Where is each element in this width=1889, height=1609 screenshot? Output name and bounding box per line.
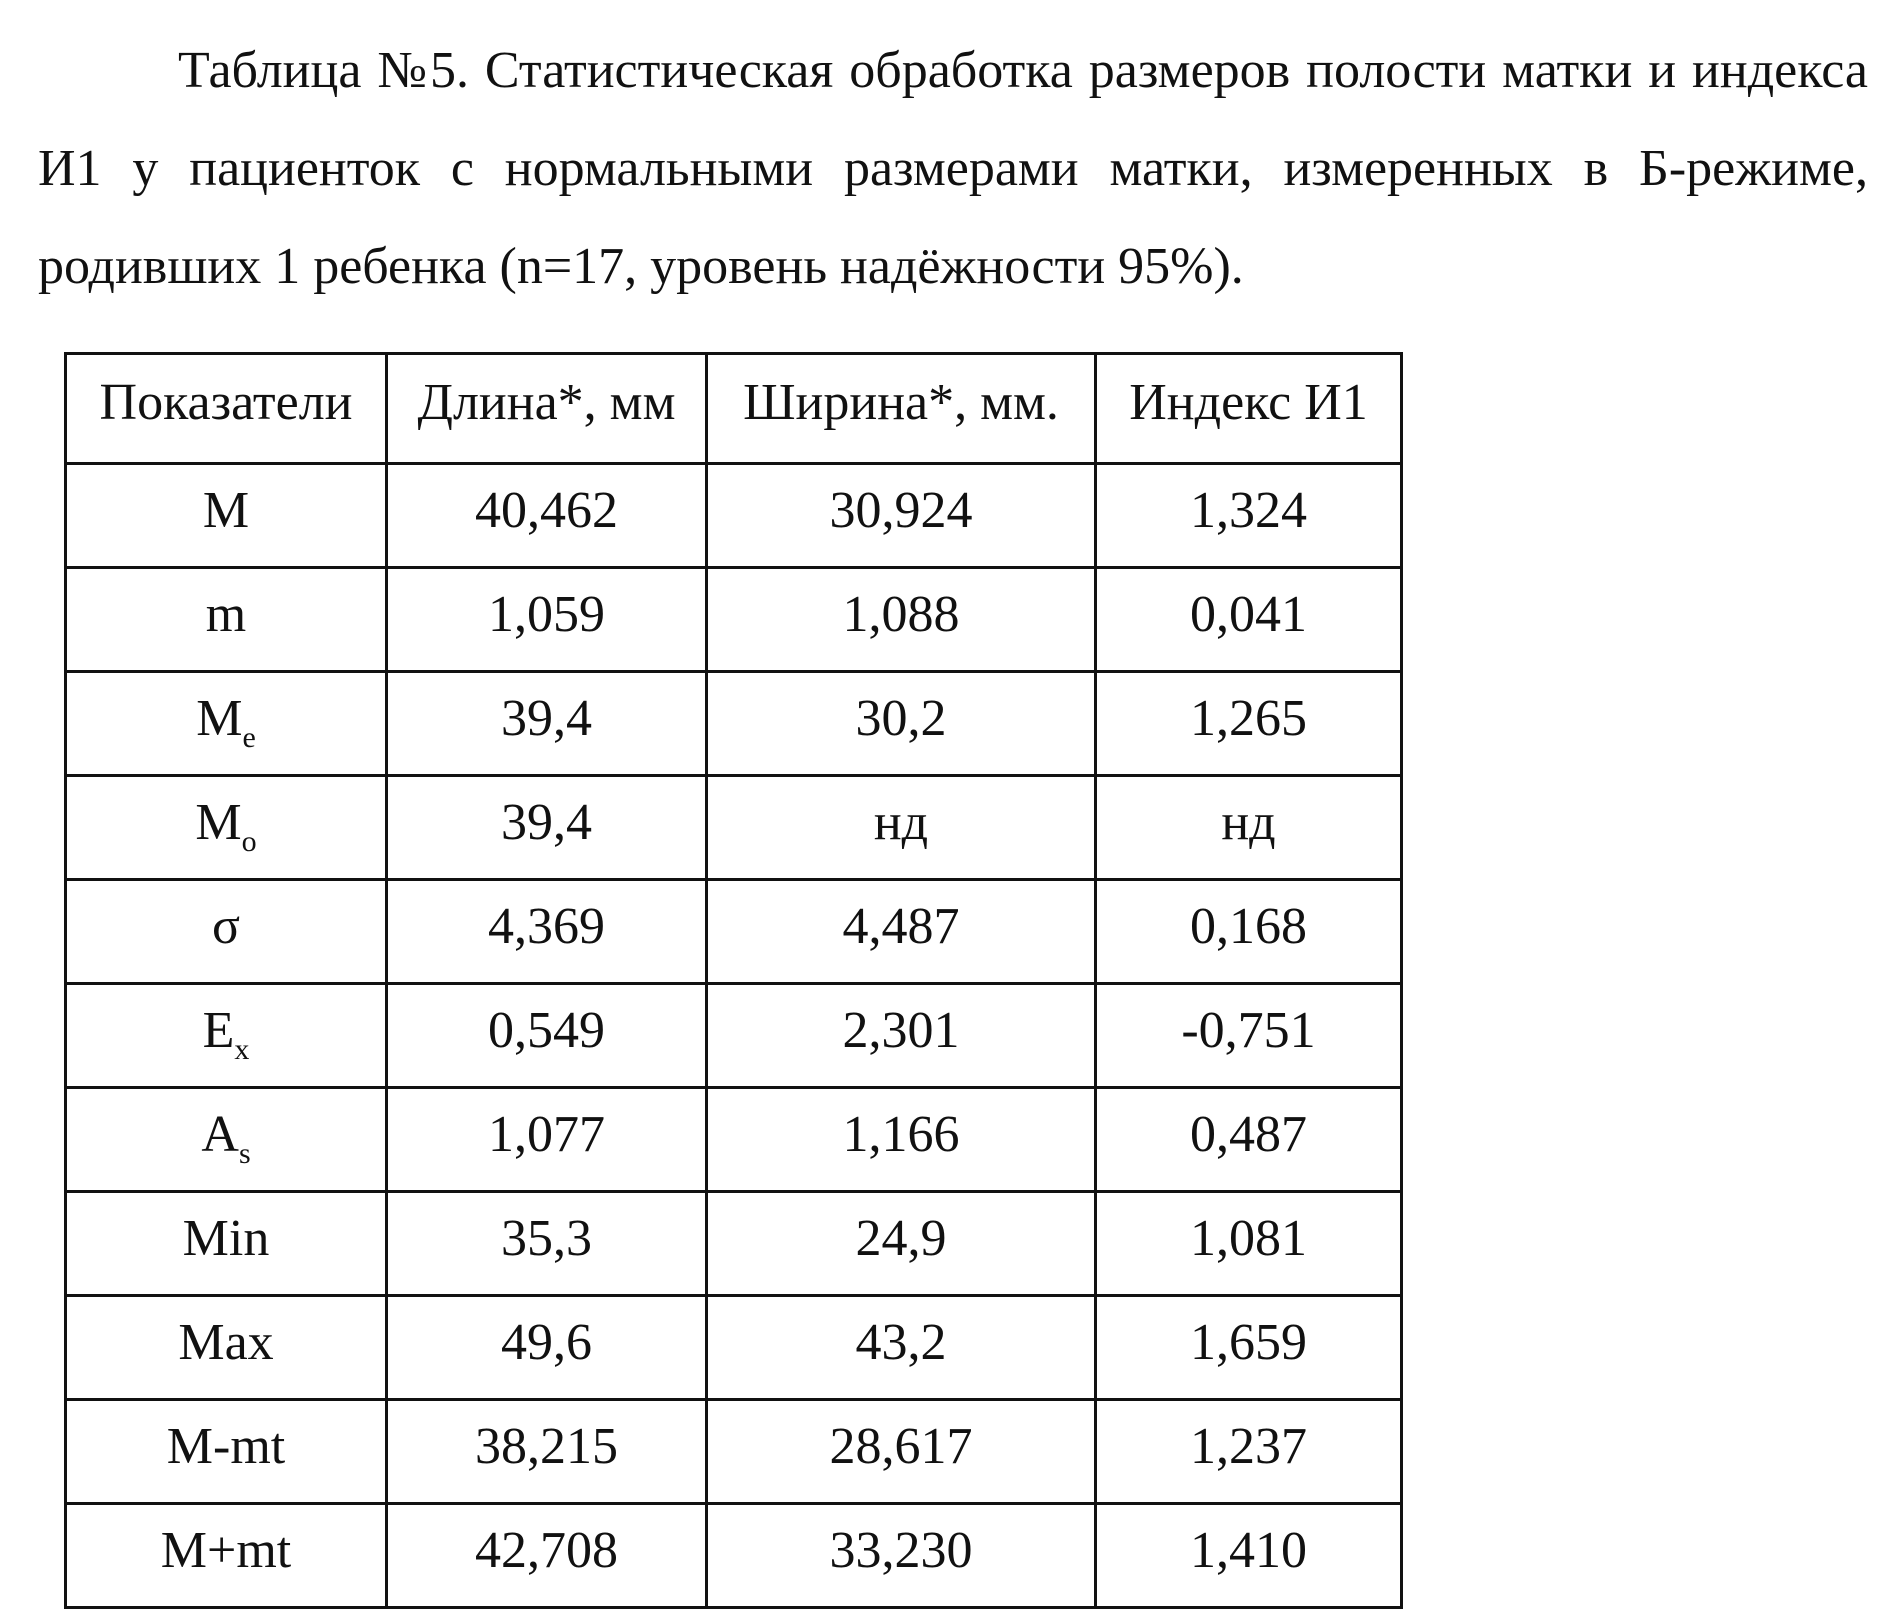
index-value: -0,751: [1096, 984, 1402, 1088]
header-width: Ширина*, мм.: [707, 354, 1096, 464]
index-value: 0,487: [1096, 1088, 1402, 1192]
index-value: нд: [1096, 776, 1402, 880]
header-row: [66, 354, 1402, 464]
caption-text: Таблица №5. Статистическая обработка размеров полости матки и индекса И1 у пациенток с нормальными размерами матки, измеренных в Б-режиме, родивших 1 ребенка (n=17, уровень надёжности 95%).: [38, 42, 1868, 295]
row-label: M: [66, 464, 387, 568]
width-value: 24,9: [707, 1192, 1096, 1296]
row-label: M+mt: [66, 1504, 387, 1608]
width-value: 30,924: [707, 464, 1096, 568]
width-value: 2,301: [707, 984, 1096, 1088]
table-row: [66, 1296, 1402, 1400]
length-value: 0,549: [387, 984, 707, 1088]
row-label: $A_s$: [66, 1088, 387, 1192]
length-value: 4,369: [387, 880, 707, 984]
length-value: 35,3: [387, 1192, 707, 1296]
row-label: Min: [66, 1192, 387, 1296]
table-row: [66, 672, 1402, 776]
width-value: 30,2: [707, 672, 1096, 776]
length-value: 1,077: [387, 1088, 707, 1192]
width-value: 1,166: [707, 1088, 1096, 1192]
statistics-table: [64, 352, 1403, 1609]
index-value: 0,168: [1096, 880, 1402, 984]
width-value: 1,088: [707, 568, 1096, 672]
row-label: $E_x$: [66, 984, 387, 1088]
index-value: 1,265: [1096, 672, 1402, 776]
length-value: 49,6: [387, 1296, 707, 1400]
length-value: 1,059: [387, 568, 707, 672]
length-value: 39,4: [387, 776, 707, 880]
table-row: [66, 1088, 1402, 1192]
index-value: 1,659: [1096, 1296, 1402, 1400]
row-label: σ: [66, 880, 387, 984]
row-label: Max: [66, 1296, 387, 1400]
width-value: 28,617: [707, 1400, 1096, 1504]
length-value: 40,462: [387, 464, 707, 568]
table-row: [66, 464, 1402, 568]
index-value: 1,324: [1096, 464, 1402, 568]
index-value: 0,041: [1096, 568, 1402, 672]
width-value: 43,2: [707, 1296, 1096, 1400]
header-index-i1: Индекс И1: [1096, 354, 1402, 464]
header-indicators: Показатели: [66, 354, 387, 464]
table-row: [66, 1192, 1402, 1296]
index-value: 1,081: [1096, 1192, 1402, 1296]
width-value: нд: [707, 776, 1096, 880]
length-value: 42,708: [387, 1504, 707, 1608]
length-value: 38,215: [387, 1400, 707, 1504]
row-label: m: [66, 568, 387, 672]
table-row: [66, 776, 1402, 880]
table-row: [66, 984, 1402, 1088]
table-row: [66, 1400, 1402, 1504]
header-length: Длина*, мм: [387, 354, 707, 464]
table-row: [66, 1504, 1402, 1608]
row-label: $M_e$: [66, 672, 387, 776]
index-value: 1,410: [1096, 1504, 1402, 1608]
table-row: [66, 568, 1402, 672]
width-value: 4,487: [707, 880, 1096, 984]
row-label: M-mt: [66, 1400, 387, 1504]
width-value: 33,230: [707, 1504, 1096, 1608]
table-row: [66, 880, 1402, 984]
index-value: 1,237: [1096, 1400, 1402, 1504]
row-label: $M_o$: [66, 776, 387, 880]
table-caption: [38, 22, 1868, 316]
length-value: 39,4: [387, 672, 707, 776]
